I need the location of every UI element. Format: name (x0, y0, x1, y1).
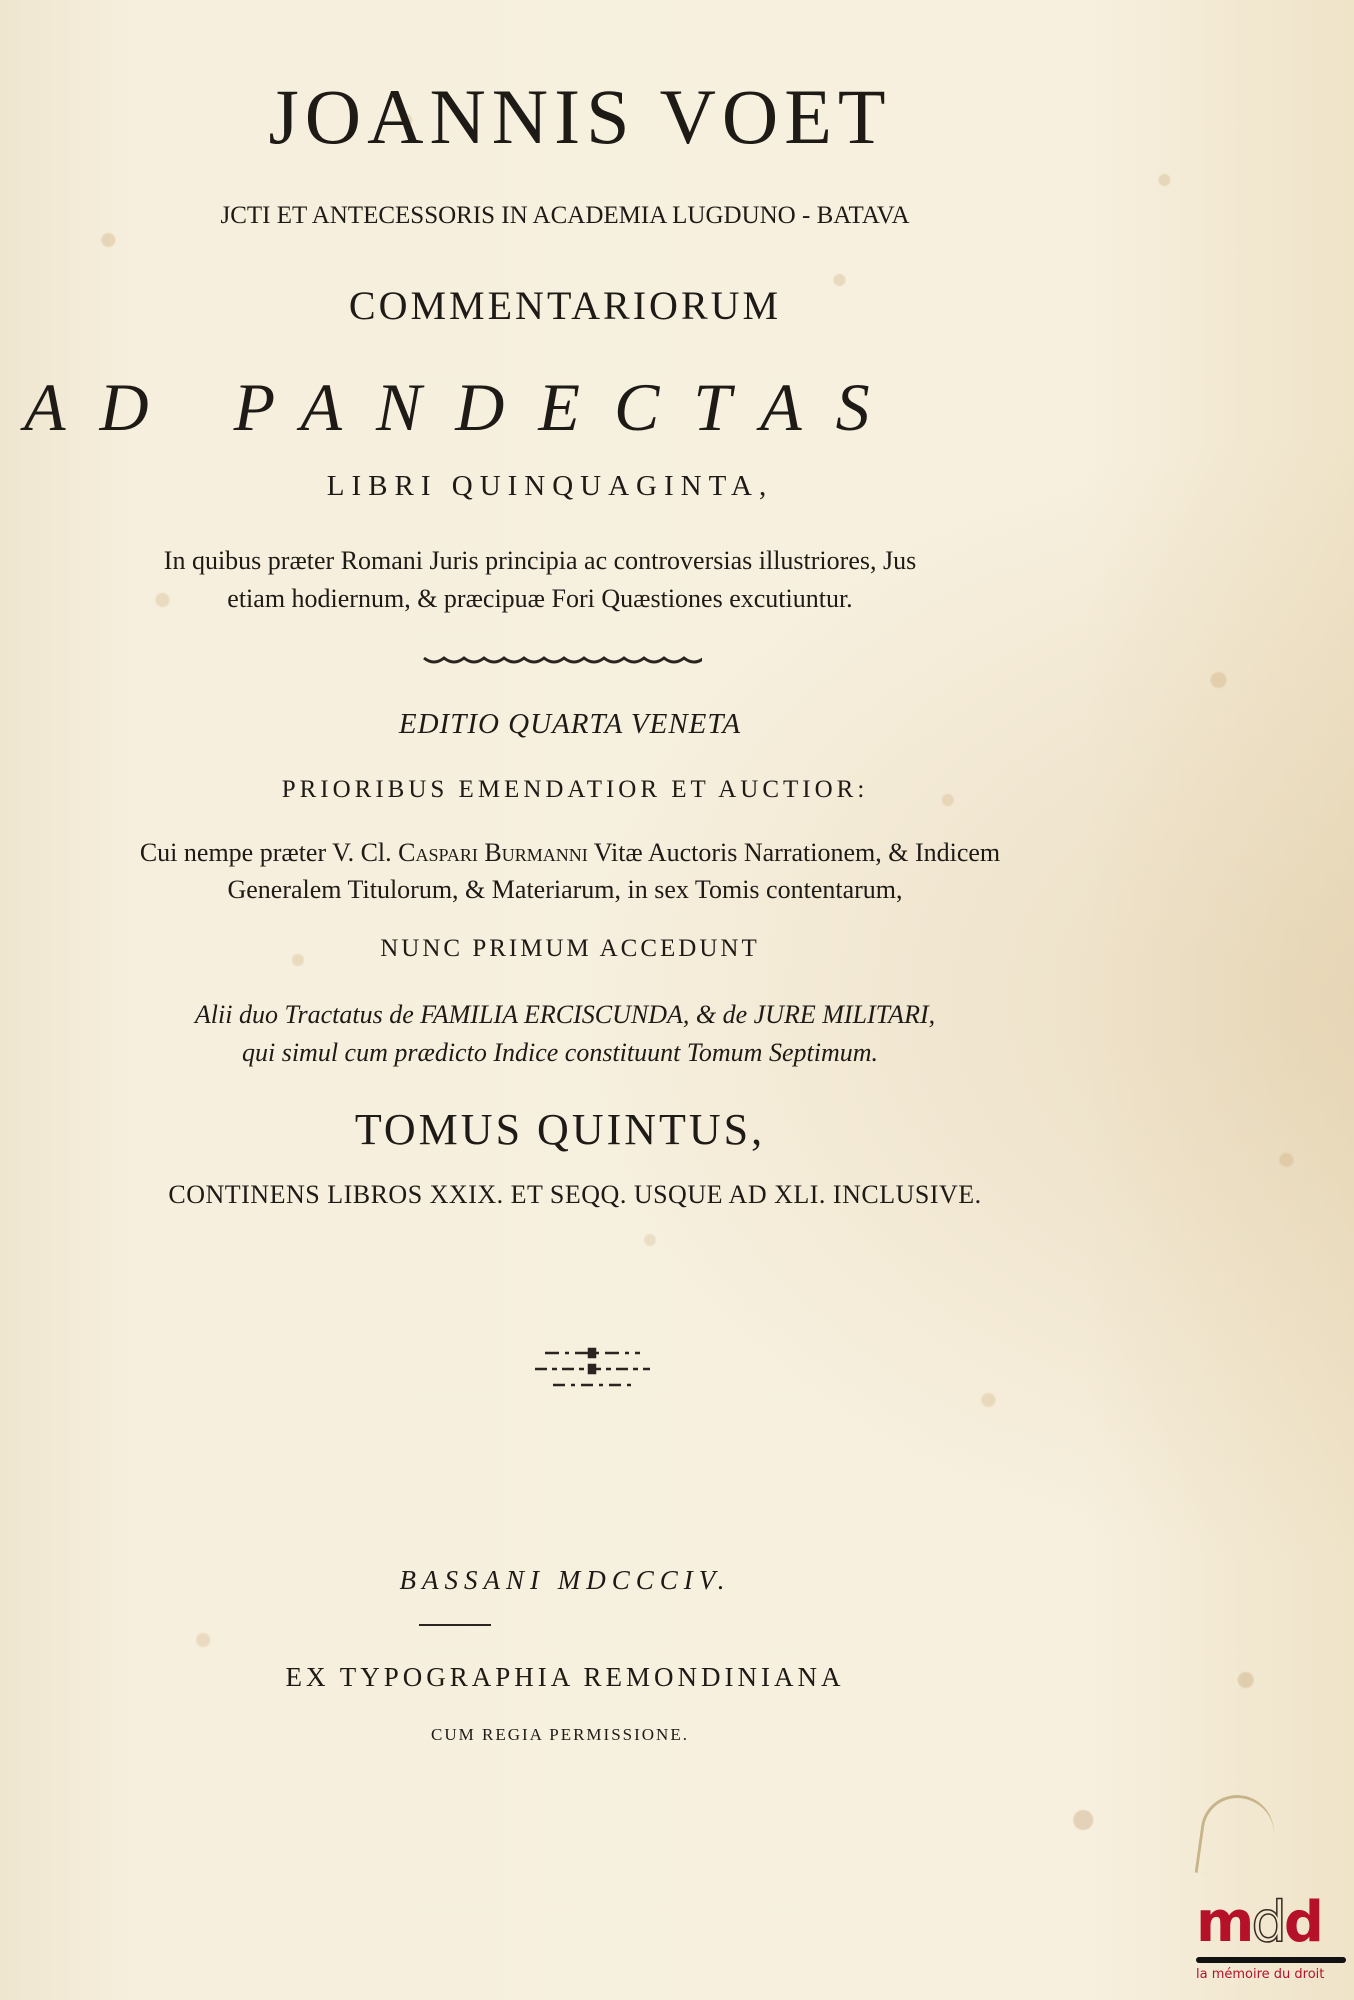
accedunt-heading: NUNC PRIMUM ACCEDUNT (380, 935, 760, 962)
mdd-watermark-logo (1196, 1890, 1346, 1982)
author-name: JOANNIS VOET (268, 73, 892, 160)
contents-line-1 (0, 838, 1140, 868)
logo-bar (1196, 1957, 1346, 1963)
description-line-1: In quibus præter Romani Juris principia ac controversias illustriores, Jus (163, 546, 917, 575)
contents-line-1-post: Vitæ Auctoris Narrationem, & Indicem (587, 838, 1001, 867)
imprint-rule (419, 1624, 491, 1626)
edition: EDITIO QUARTA VENETA (398, 708, 742, 740)
treatises-line-2: qui simul cum prædicto Indice constituunt Tomum Septimum. (241, 1038, 878, 1067)
work-title: AD PANDECTAS (24, 369, 904, 445)
contents-line-2: Generalem Titulorum, & Materiarum, in sex Tomis contentarum, (227, 875, 903, 904)
description-line-2: etiam hodiernum, & præcipuæ Fori Quæstiones excutiuntur. (227, 584, 853, 613)
printer-ornament-icon (535, 1345, 650, 1395)
burmann-name: Caspari Burmanni (398, 838, 588, 867)
edition-note: PRIORIBUS EMENDATIOR ET AUCTIOR: (281, 776, 869, 803)
wave-ornament-icon (422, 652, 702, 666)
author-title: JCTI ET ANTECESSORIS IN ACADEMIA LUGDUNO - BATAVA (220, 202, 910, 229)
paper-fiber (1195, 1790, 1279, 1882)
imprint-place-date: BASSANI MDCCCIV. (399, 1565, 731, 1595)
work-heading: COMMENTARIORUM (348, 283, 782, 328)
contents-line-1-pre: Cui nempe præter V. Cl. (139, 838, 399, 867)
mdd-logo-icon: mdd (1196, 1890, 1321, 1955)
logo-tagline: la mémoire du droit (1196, 1967, 1325, 1982)
volume-contents: CONTINENS LIBROS XXIX. ET SEQQ. USQUE AD XLI. INCLUSIVE. (168, 1180, 982, 1209)
books-count: LIBRI QUINQUAGINTA, (326, 470, 774, 502)
volume-number: TOMUS QUINTUS, (354, 1105, 766, 1154)
treatises-line-1: Alii duo Tractatus de FAMILIA ERCISCUNDA, & de JURE MILITARI, (194, 1000, 936, 1029)
permission: CUM REGIA PERMISSIONE. (431, 1725, 689, 1744)
printer: EX TYPOGRAPHIA REMONDINIANA (285, 1662, 845, 1692)
